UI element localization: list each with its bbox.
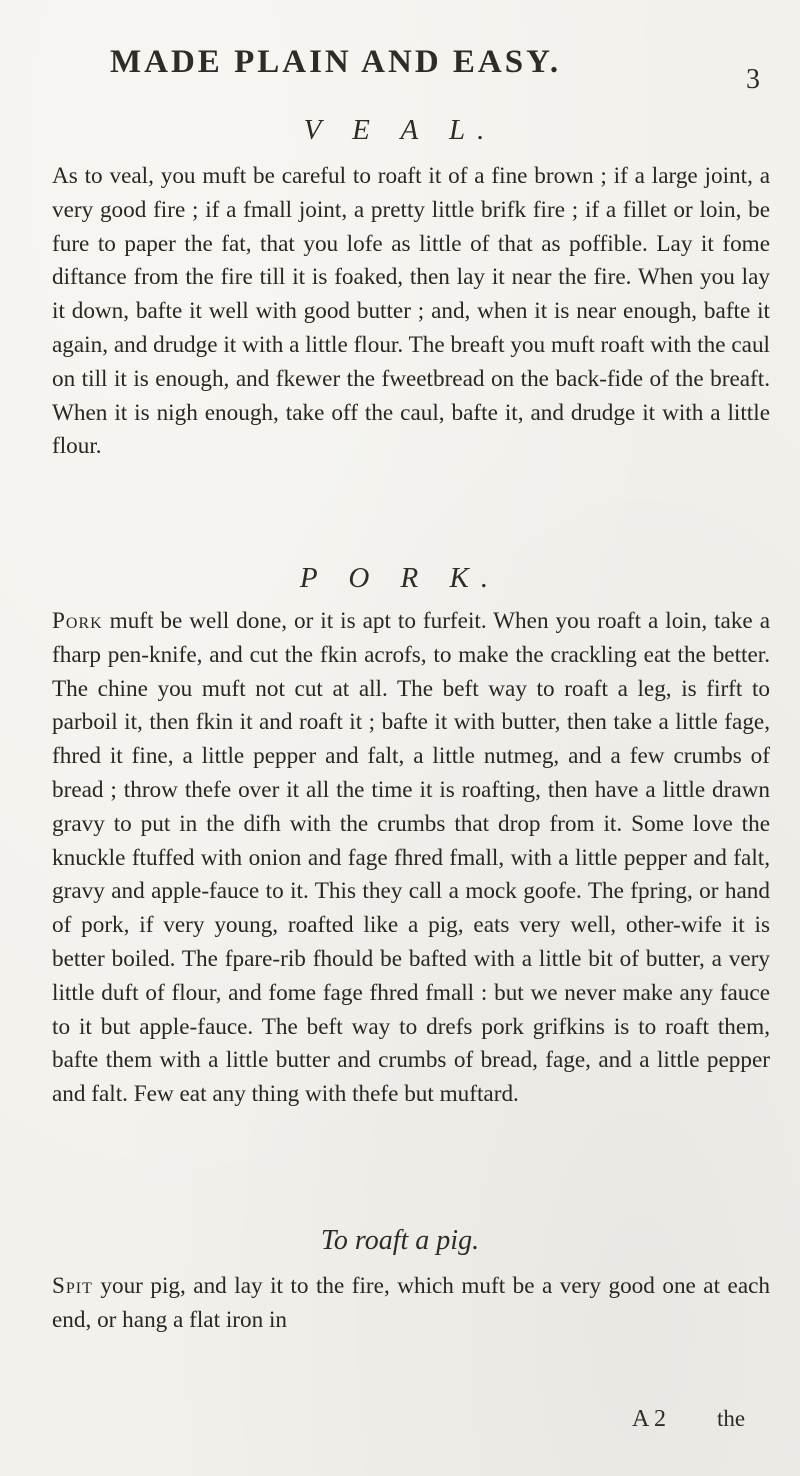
catchword: the — [717, 1406, 746, 1431]
running-title: MADE PLAIN AND EASY. — [110, 44, 562, 80]
signature-mark: A 2 — [632, 1406, 667, 1432]
pig-lead-word: Spit — [52, 1273, 93, 1299]
roast-pig-paragraph — [52, 1270, 770, 1338]
page-number: 3 — [746, 64, 760, 95]
veal-paragraph: As to veal, you muft be careful to roaft it of a fine brown ; if a large joint, a very good fire ; if a fmall joint, a pretty little brifk fire ; if a fillet or loin, be fure to paper the fat, that you lofe as little of that as poffible. Lay it fome diftance from the fire till it is foaked, then lay it near the fire. When you lay it down, bafte it well with good butter ; and, when it is near enough, bafte it again, and drudge it with a little flour. The breaft you muft roaft with the caul on till it is enough, and fkewer the fweetbread on the back-fide of the breaft. When it is nigh enough, take off the caul, bafte it, and drudge it with a little flour. — [52, 163, 770, 460]
pork-lead-word: Pork — [52, 608, 103, 634]
pork-paragraph-text: muft be well done, or it is apt to furfeit. When you roaft a loin, take a fharp pen-knife, and cut the fkin acrofs, to make the crackling eat the better. The chine you muft not cut at all. The beft way to roaft a leg, is firft to parboil it, then fkin it and roaft it ; bafte it with butter, then take a little fage, fhred it fine, a little pepper and falt, a little nutmeg, and a few crumbs of bread ; throw thefe over it all the time it is roafting, then have a little drawn gravy to put in the difh with the crumbs that drop from it. Some love the knuckle ftuffed with onion and fage fhred fmall, with a little pepper and falt, gravy and apple-fauce to it. This they call a mock goofe. The fpring, or hand of pork, if very young, roafted like a pig, eats very well, other-wife it is better boiled. The fpare-rib fhould be bafted with a little bit of butter, a very little duft of flour, and fome fage fhred fmall : but we never make any fauce to it but apple-fauce. The beft way to drefs pork grifkins is to roaft them, bafte them with a little butter and crumbs of bread, fage, and a little pepper and falt. Few eat any thing with thefe but muftard. — [52, 608, 770, 1108]
roast-pig-heading: To roaft a pig. — [320, 1225, 480, 1256]
pork-paragraph — [52, 605, 770, 1112]
pork-heading: P O R K. — [299, 562, 501, 594]
veal-heading: V E A L. — [303, 114, 497, 146]
pig-paragraph-text: your pig, and lay it to the fire, which muft be a very good one at each end, or hang a flat iron in — [52, 1273, 770, 1333]
